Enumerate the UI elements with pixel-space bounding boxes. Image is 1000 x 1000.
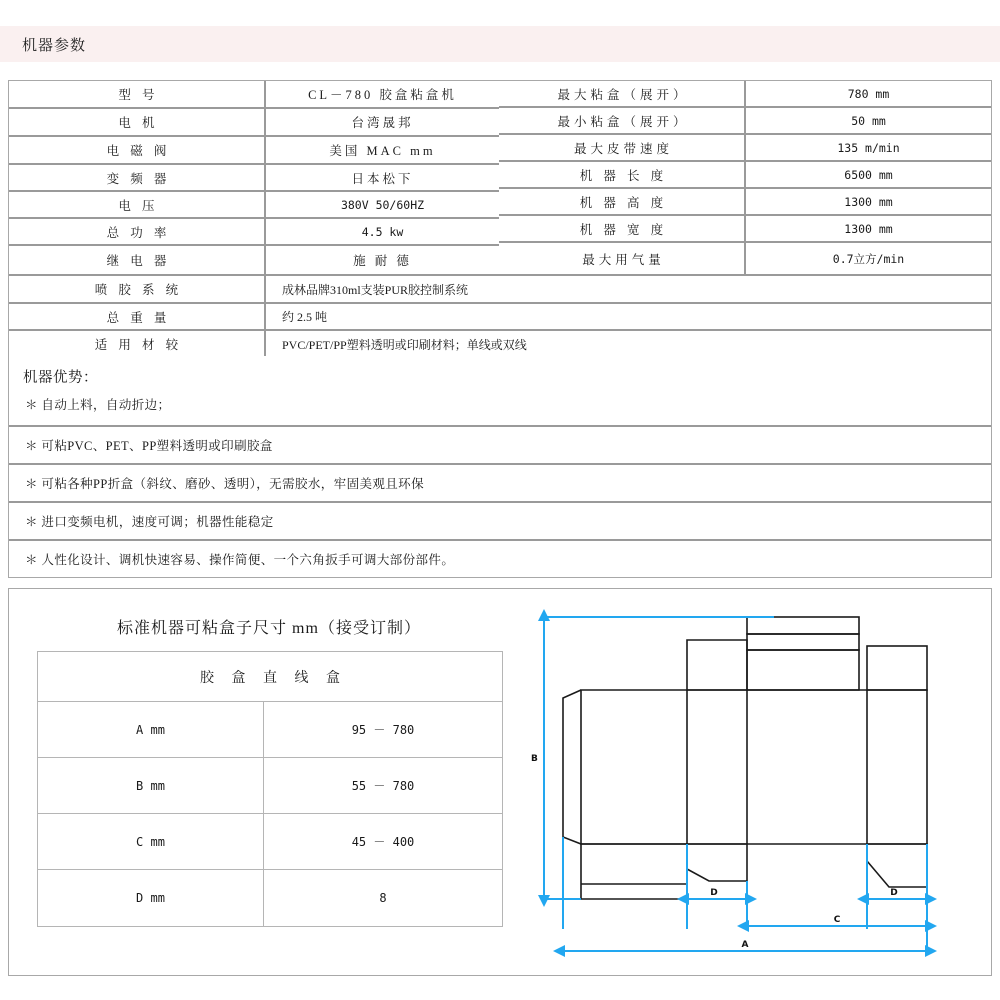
- spec-value: 美国 MAC mm: [264, 137, 499, 163]
- dimensions-row: [38, 702, 502, 758]
- spec-value: 135 m/min: [744, 135, 991, 160]
- spec-value: 0.7立方/min: [744, 243, 991, 274]
- spec-table-right: [499, 81, 991, 274]
- spec-label: 电 机: [118, 116, 159, 130]
- dimensions-key: B mm: [136, 778, 165, 793]
- flap-bottom-angled-left: [687, 844, 747, 881]
- spec-value: 380V 50/60HZ: [264, 192, 499, 217]
- spec-table-left: [9, 81, 499, 274]
- spec-value: PVC/PET/PP塑料透明或印刷材料；单线或双线: [264, 331, 991, 357]
- dimensions-value: 45 － 400: [263, 814, 502, 869]
- spec-label: 最大皮带速度: [573, 141, 673, 156]
- spec-value: CL－780 胶盒粘盒机: [264, 81, 499, 107]
- spec-label: 机 器 高 度: [579, 195, 668, 210]
- spec-value: 成林品牌310ml支装PUR胶控制系统: [264, 276, 991, 302]
- spec-row: [499, 162, 991, 189]
- spec-row: [499, 135, 991, 162]
- spec-row: [9, 219, 499, 246]
- dimensions-table-body: [38, 702, 502, 926]
- spec-row: [9, 246, 499, 274]
- spec-label: 总 重 量: [106, 310, 171, 325]
- panel-main-band: [581, 690, 927, 844]
- spec-row-fullwidth: [9, 274, 991, 302]
- dimensions-key: C mm: [136, 834, 165, 849]
- spec-value: 6500 mm: [744, 162, 991, 187]
- advantage-item: ＊ 可粘各种PP折盒（斜纹、磨砂、透明），无需胶水，牢固美观且环保: [9, 463, 991, 501]
- flap-bottom-angled-right: [867, 844, 927, 887]
- flap-top-c: [747, 650, 859, 690]
- advantages-list: [9, 393, 991, 577]
- dimension-annotations: [544, 617, 927, 954]
- spec-row: [499, 189, 991, 216]
- spec-label: 型 号: [118, 88, 159, 102]
- dimension-label-d-right: D: [890, 888, 898, 898]
- dimensions-row: [38, 758, 502, 814]
- spec-label: 电 压: [118, 198, 159, 213]
- dieline-svg: [519, 599, 987, 967]
- spec-label: 最大用气量: [582, 252, 665, 267]
- spec-row: [499, 81, 991, 108]
- spec-row: [9, 137, 499, 165]
- glue-flap-left: [563, 690, 581, 844]
- dimension-label-b: B: [531, 754, 538, 764]
- spec-value: 施 耐 德: [264, 246, 499, 274]
- spec-value: 日本松下: [264, 165, 499, 190]
- advantages-panel: [8, 356, 992, 578]
- spec-value: 4.5 kw: [264, 219, 499, 244]
- spec-label: 变 频 器: [106, 171, 171, 186]
- dimensions-key: A mm: [136, 722, 165, 737]
- spec-label: 机 器 长 度: [579, 168, 668, 183]
- advantage-item: ＊ 进口变频电机，速度可调；机器性能稳定: [9, 501, 991, 539]
- spec-label: 最小粘盒（展开）: [557, 114, 690, 129]
- spec-label: 总 功 率: [106, 225, 171, 240]
- dimension-labels: [531, 754, 898, 950]
- spec-label: 最大粘盒（展开）: [557, 87, 690, 102]
- spec-row-fullwidth: [9, 302, 991, 329]
- spec-row-fullwidth: [9, 329, 991, 357]
- advantage-item: ＊ 自动上料，自动折边；: [25, 398, 171, 412]
- panel-upper-tab: [687, 640, 747, 690]
- dimensions-title: 标准机器可粘盒子尺寸 mm（接受订制）: [117, 620, 421, 637]
- carton-dieline-diagram: [519, 599, 987, 967]
- flap-top-b: [747, 634, 859, 650]
- spec-row: [9, 165, 499, 192]
- spec-row: [499, 108, 991, 135]
- page-title: 机器参数: [22, 35, 87, 54]
- spec-value: 台湾晟邦: [264, 109, 499, 135]
- dimensions-row: [38, 814, 502, 870]
- dimensions-table: [37, 651, 503, 927]
- dieline-outlines: [563, 617, 927, 899]
- advantage-item: ＊ 人性化设计、调机快速容易、操作简便、一个六角扳手可调大部份部件。: [9, 539, 991, 577]
- box-dimensions-panel: [8, 588, 992, 976]
- dimensions-value: 55 － 780: [263, 758, 502, 813]
- advantages-title: 机器优势：: [23, 370, 98, 386]
- spec-row: [9, 81, 499, 109]
- spec-label: 继 电 器: [106, 254, 171, 268]
- flap-bottom-left: [581, 844, 687, 899]
- spec-value: 50 mm: [744, 108, 991, 133]
- spec-grid: [9, 81, 991, 357]
- dimension-label-d-left: D: [710, 888, 718, 898]
- dimension-label-c: C: [833, 915, 841, 925]
- spec-row: [9, 109, 499, 137]
- spec-label: 电 磁 阀: [106, 144, 171, 158]
- dimensions-row: [38, 870, 502, 926]
- spec-value: 1300 mm: [744, 216, 991, 241]
- machine-spec-panel: [8, 80, 992, 358]
- dimensions-key: D mm: [136, 891, 165, 905]
- dimension-label-a: A: [741, 940, 749, 950]
- spec-row: [9, 192, 499, 219]
- spec-value: 约 2.5 吨: [264, 304, 991, 329]
- page-header-band: [0, 26, 1000, 62]
- spec-row: [499, 243, 991, 274]
- flap-top-a: [747, 617, 859, 634]
- spec-value: 780 mm: [744, 81, 991, 106]
- spec-label: 机 器 宽 度: [579, 222, 668, 237]
- dimensions-value: 8: [263, 870, 502, 926]
- spec-label: 喷 胶 系 统: [94, 283, 183, 297]
- dimensions-table-header: 胶 盒 直 线 盒: [38, 652, 502, 702]
- panel-right-tab: [867, 646, 927, 690]
- spec-row: [499, 216, 991, 243]
- spec-value: 1300 mm: [744, 189, 991, 214]
- advantage-item: ＊ 可粘PVC、PET、PP塑料透明或印刷胶盒: [9, 425, 991, 463]
- dimensions-value: 95 － 780: [263, 702, 502, 757]
- spec-label: 适 用 材 较: [94, 338, 183, 352]
